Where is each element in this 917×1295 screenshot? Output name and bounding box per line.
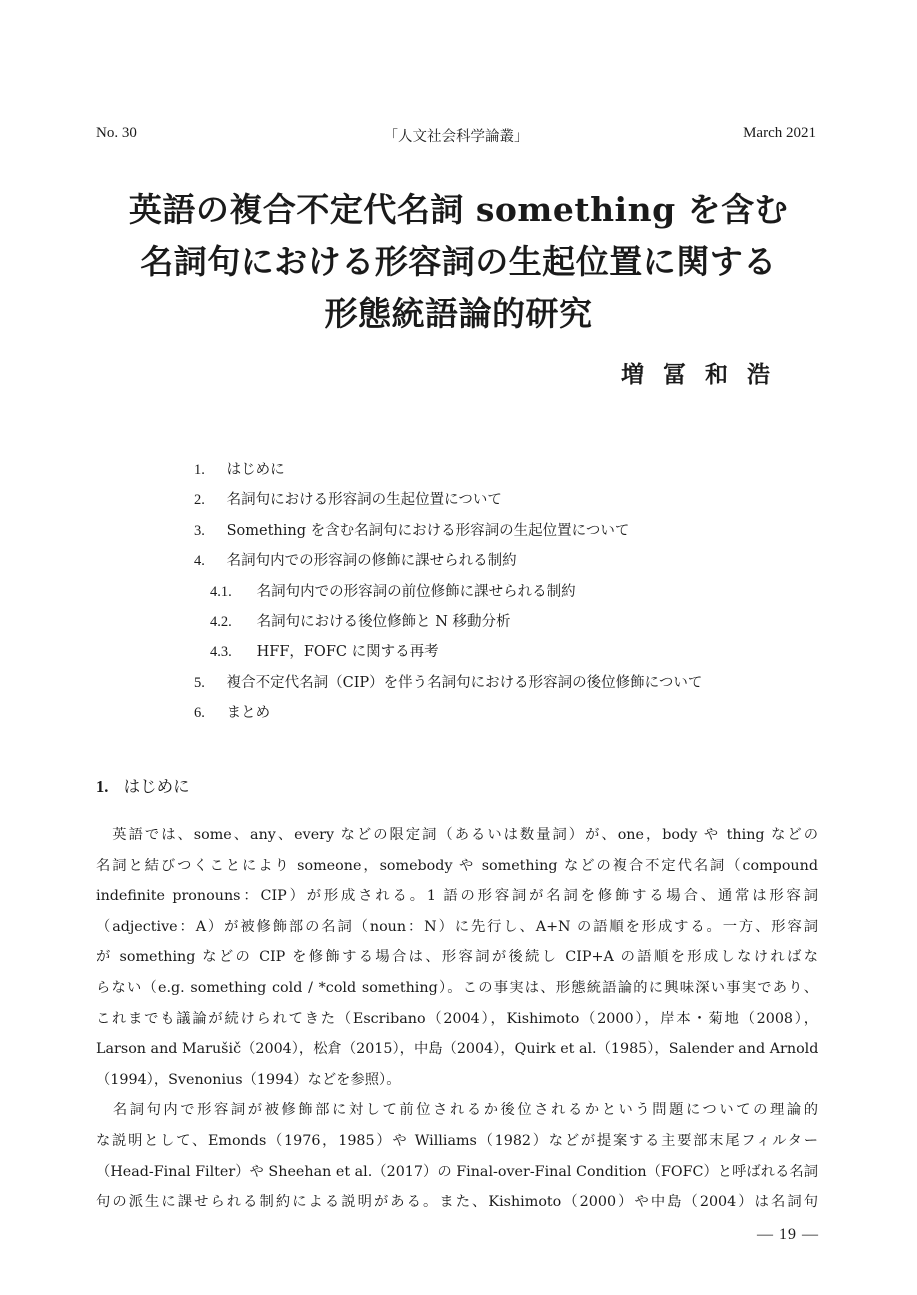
body-line: indefinite pronouns：CIP）が形成される。1 語の形容詞が名詞を修飾する場合、通常は形容詞 — [96, 888, 818, 905]
title-line: 英語の複合不定代名詞 something を含む — [128, 190, 789, 229]
toc-item — [194, 668, 834, 698]
toc-item-text: 複合不定代名詞（CIP）を伴う名詞句における形容詞の後位修飾について — [226, 674, 703, 691]
toc-item-number: 3. — [194, 522, 205, 539]
body-line: が something などの CIP を修飾する場合は、形容詞が後続し CIP+A の語順を形成しなければな — [96, 949, 818, 966]
toc-subitem — [194, 577, 834, 607]
toc-item-text: 名詞句内での形容詞の修飾に課せられる制約 — [226, 553, 517, 570]
toc-subitem — [194, 607, 834, 637]
toc-item-number: 2. — [194, 492, 205, 509]
body-line: （1994），Svenonius（1994）などを参照）。 — [96, 1071, 401, 1088]
toc-item-number: 6. — [194, 705, 205, 722]
body-line: らない（e.g. something cold / *cold something）。この事実は、形態統語論的に興味深い事実であり、 — [96, 979, 818, 996]
toc-item-number: 4.2. — [210, 613, 232, 630]
body-line: 名詞と結びつくことにより someone，somebody や something などの複合不定代名詞（compound — [96, 857, 818, 874]
section-heading — [96, 773, 190, 797]
toc-item-text: まとめ — [226, 705, 271, 722]
toc-item-text: 名詞句における後位修飾と N 移動分析 — [256, 613, 511, 630]
toc-subitem — [194, 637, 834, 667]
journal-issue-number: No. 30 — [96, 125, 137, 141]
body-line: これまでも議論が続けられてきた（Escribano（2004），Kishimoto（2000），岸本・菊地（2008）， — [96, 1010, 818, 1027]
toc-item-text: 名詞句における形容詞の生起位置について — [226, 492, 502, 509]
toc-item-number: 4. — [194, 553, 205, 570]
section-number: 1. — [96, 777, 109, 796]
toc-item-text: はじめに — [226, 462, 285, 478]
toc-item — [194, 516, 834, 546]
title-line: 名詞句における形容詞の生起位置に関する — [140, 242, 777, 281]
journal-title: 「人文社会科学論叢」 — [383, 129, 529, 145]
toc-item-text: 名詞句内での形容詞の前位修飾に課せられる制約 — [256, 583, 576, 600]
page-number: — 19 — — [757, 1226, 819, 1243]
running-header — [96, 125, 816, 149]
toc-item — [194, 455, 834, 485]
publication-date: March 2021 — [743, 125, 816, 141]
body-line: Larson and Marušič（2004），松倉（2015），中島（2004），Quirk et al.（1985），Salender and Arnold — [96, 1041, 819, 1058]
title-line: 形態統語論的研究 — [324, 294, 593, 333]
body-line: 名詞句内で形容詞が被修飾部に対して前位されるか後位されるかという問題についての理論的 — [96, 1102, 818, 1119]
body-line: 句の派生に課せられる制約による説明がある。また、Kishimoto（2000）や中島（2004）は名詞句 — [96, 1194, 818, 1211]
toc-item — [194, 485, 834, 515]
body-line: （Head-Final Filter）や Sheehan et al.（2017）の Final-over-Final Condition（FOFC）と呼ばれる名詞 — [96, 1163, 818, 1180]
toc-item-number: 4.1. — [210, 583, 232, 600]
toc-item-number: 5. — [194, 674, 205, 691]
body-line: な説明として、Emonds（1976，1985）や Williams（1982）などが提案する主要部末尾フィルター — [96, 1132, 818, 1149]
section-title: はじめに — [123, 777, 190, 796]
table-of-contents — [194, 455, 834, 729]
body-line: 英語では、some、any、every などの限定詞（あるいは数量詞）が、one，body や thing などの — [96, 827, 818, 843]
toc-item-text: Something を含む名詞句における形容詞の生起位置について — [226, 522, 630, 539]
paper-title — [60, 184, 857, 340]
toc-item — [194, 546, 834, 576]
toc-item-number: 1. — [194, 462, 205, 478]
toc-item-text: HFF，FOFC に関する再考 — [256, 644, 439, 661]
toc-item — [194, 698, 834, 728]
body-line: （adjective：A）が被修飾部の名詞（noun：N）に先行し、A+N の語順を形成する。一方、形容詞 — [96, 918, 818, 935]
author-name: 増冨和浩 — [621, 361, 789, 388]
body-text — [96, 820, 818, 1218]
toc-item-number: 4.3. — [210, 644, 232, 661]
